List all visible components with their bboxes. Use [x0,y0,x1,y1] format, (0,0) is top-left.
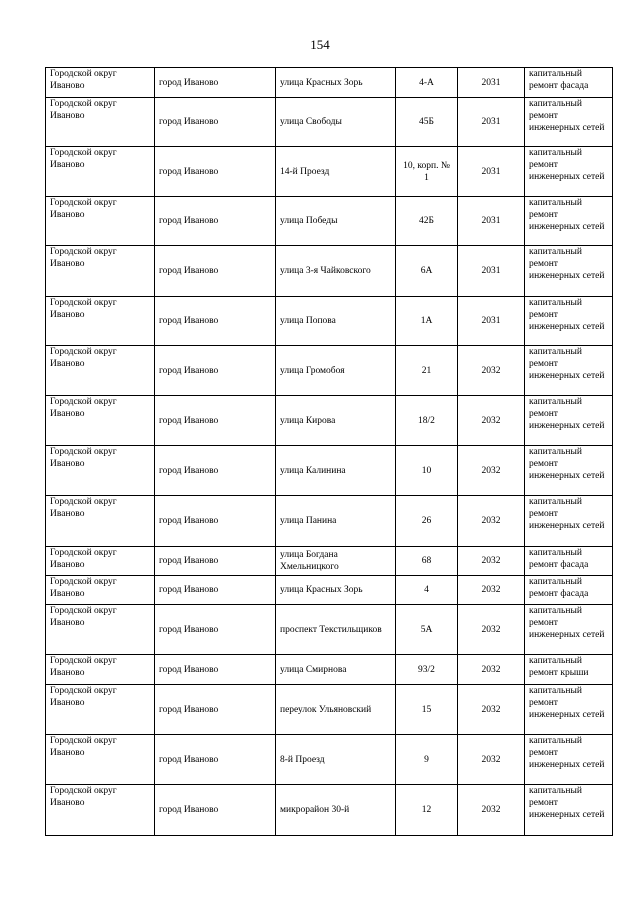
year-cell: 2032 [458,576,525,605]
district-cell: Городской округ Иваново [46,98,155,147]
district-cell: Городской округ Иваново [46,685,155,735]
table-row [46,605,613,655]
city-cell: город Иваново [155,685,276,735]
year-cell: 2031 [458,98,525,147]
table-row [46,396,613,446]
house-number-cell: 26 [396,496,458,547]
table-row [46,297,613,346]
city-cell: город Иваново [155,68,276,98]
table-row [46,147,613,197]
city-cell: город Иваново [155,785,276,836]
city-cell: город Иваново [155,147,276,197]
year-cell: 2032 [458,547,525,576]
city-cell: город Иваново [155,605,276,655]
district-cell: Городской округ Иваново [46,297,155,346]
city-cell: город Иваново [155,446,276,496]
district-cell: Городской округ Иваново [46,246,155,297]
work-type-cell: капитальный ремонт инженерных сетей [525,446,613,496]
year-cell: 2032 [458,685,525,735]
house-number-cell: 12 [396,785,458,836]
street-cell: микрорайон 30-й [276,785,396,836]
street-cell: улица Смирнова [276,655,396,685]
work-type-cell: капитальный ремонт инженерных сетей [525,735,613,785]
house-number-cell: 93/2 [396,655,458,685]
district-cell: Городской округ Иваново [46,547,155,576]
work-type-cell: капитальный ремонт фасада [525,68,613,98]
street-cell: улица Свободы [276,98,396,147]
work-type-cell: капитальный ремонт инженерных сетей [525,396,613,446]
house-number-cell: 18/2 [396,396,458,446]
year-cell: 2032 [458,496,525,547]
year-cell: 2031 [458,68,525,98]
year-cell: 2032 [458,785,525,836]
street-cell: улица Богдана Хмельницкого [276,547,396,576]
house-number-cell: 1А [396,297,458,346]
year-cell: 2032 [458,396,525,446]
house-number-cell: 10 [396,446,458,496]
work-type-cell: капитальный ремонт фасада [525,576,613,605]
year-cell: 2032 [458,655,525,685]
page-number: 154 [310,37,330,52]
table-row [46,547,613,576]
house-number-cell: 68 [396,547,458,576]
year-cell: 2031 [458,147,525,197]
work-type-cell: капитальный ремонт инженерных сетей [525,297,613,346]
street-cell: улица Попова [276,297,396,346]
house-number-cell: 5А [396,605,458,655]
table-row [46,197,613,246]
house-number-cell: 4 [396,576,458,605]
city-cell: город Иваново [155,396,276,446]
house-number-cell: 42Б [396,197,458,246]
house-number-cell: 9 [396,735,458,785]
work-type-cell: капитальный ремонт инженерных сетей [525,246,613,297]
street-cell: улица 3-я Чайковского [276,246,396,297]
city-cell: город Иваново [155,98,276,147]
table-row [46,685,613,735]
city-cell: город Иваново [155,197,276,246]
city-cell: город Иваново [155,655,276,685]
table-row [46,68,613,98]
street-cell: улица Калинина [276,446,396,496]
work-type-cell: капитальный ремонт фасада [525,547,613,576]
table-row [46,735,613,785]
table-row [46,576,613,605]
table-row [46,246,613,297]
year-cell: 2032 [458,446,525,496]
year-cell: 2032 [458,735,525,785]
work-type-cell: капитальный ремонт инженерных сетей [525,147,613,197]
district-cell: Городской округ Иваново [46,68,155,98]
work-type-cell: капитальный ремонт инженерных сетей [525,496,613,547]
house-number-cell: 15 [396,685,458,735]
street-cell: улица Кирова [276,396,396,446]
street-cell: проспект Текстильщиков [276,605,396,655]
year-cell: 2031 [458,246,525,297]
year-cell: 2032 [458,346,525,396]
street-cell: улица Громобоя [276,346,396,396]
city-cell: город Иваново [155,246,276,297]
house-number-cell: 10, корп. № 1 [396,147,458,197]
year-cell: 2032 [458,605,525,655]
street-cell: улица Панина [276,496,396,547]
house-number-cell: 6А [396,246,458,297]
district-cell: Городской округ Иваново [46,735,155,785]
street-cell: 14-й Проезд [276,147,396,197]
district-cell: Городской округ Иваново [46,396,155,446]
street-cell: улица Красных Зорь [276,68,396,98]
work-type-cell: капитальный ремонт крыши [525,655,613,685]
table-row [46,655,613,685]
house-number-cell: 21 [396,346,458,396]
street-cell: переулок Ульяновский [276,685,396,735]
work-type-cell: капитальный ремонт инженерных сетей [525,197,613,246]
work-type-cell: капитальный ремонт инженерных сетей [525,605,613,655]
table-row [46,98,613,147]
city-cell: город Иваново [155,297,276,346]
table-row [46,446,613,496]
year-cell: 2031 [458,197,525,246]
house-number-cell: 45Б [396,98,458,147]
city-cell: город Иваново [155,547,276,576]
district-cell: Городской округ Иваново [46,785,155,836]
work-type-cell: капитальный ремонт инженерных сетей [525,98,613,147]
table-row [46,346,613,396]
city-cell: город Иваново [155,346,276,396]
table-row [46,496,613,547]
city-cell: город Иваново [155,576,276,605]
table-body [46,68,613,836]
city-cell: город Иваново [155,496,276,547]
district-cell: Городской округ Иваново [46,446,155,496]
table-row [46,785,613,836]
house-number-cell: 4-А [396,68,458,98]
district-cell: Городской округ Иваново [46,346,155,396]
work-type-cell: капитальный ремонт инженерных сетей [525,685,613,735]
street-cell: улица Красных Зорь [276,576,396,605]
district-cell: Городской округ Иваново [46,576,155,605]
city-cell: город Иваново [155,735,276,785]
year-cell: 2031 [458,297,525,346]
repair-schedule-table [45,67,613,836]
district-cell: Городской округ Иваново [46,496,155,547]
district-cell: Городской округ Иваново [46,655,155,685]
street-cell: 8-й Проезд [276,735,396,785]
district-cell: Городской округ Иваново [46,147,155,197]
street-cell: улица Победы [276,197,396,246]
district-cell: Городской округ Иваново [46,197,155,246]
district-cell: Городской округ Иваново [46,605,155,655]
work-type-cell: капитальный ремонт инженерных сетей [525,346,613,396]
work-type-cell: капитальный ремонт инженерных сетей [525,785,613,836]
